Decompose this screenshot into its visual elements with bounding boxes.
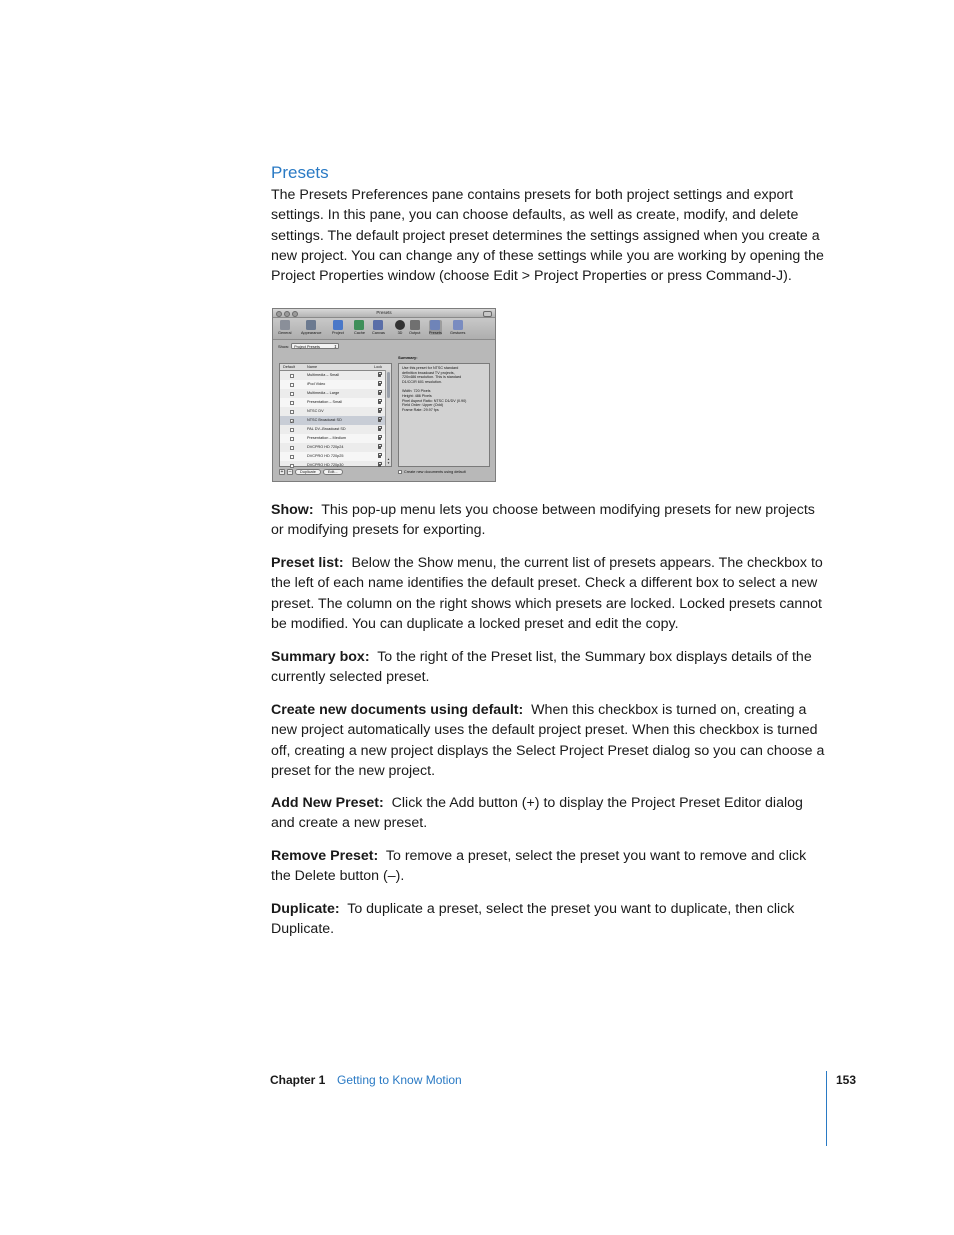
default-checkbox[interactable] (290, 410, 294, 414)
toolbar-item-project[interactable] (332, 320, 344, 335)
toolbar-item-label: Canvas (372, 331, 385, 335)
definition-item (271, 793, 827, 834)
definition-term: Create new documents using default: (271, 702, 524, 718)
toolbar-item-gestures[interactable] (450, 320, 465, 335)
default-checkbox[interactable] (290, 437, 294, 441)
lock-icon (378, 446, 381, 449)
definition-item (271, 700, 827, 781)
definition-term: Summary box: (271, 649, 370, 665)
preset-row[interactable] (280, 371, 391, 380)
lock-icon (378, 383, 381, 386)
toolbar-item-label: Appearance (301, 331, 322, 335)
summary-line: Width: 720 Pixels (402, 389, 431, 394)
toolbar-item-appearance[interactable] (301, 320, 321, 335)
preset-name: NTSC DV (307, 409, 324, 413)
scroll-thumb[interactable] (387, 372, 390, 398)
window-title: Presets (376, 310, 392, 315)
preset-row[interactable] (280, 398, 391, 407)
footer-chapter-title[interactable]: Getting to Know Motion (337, 1073, 462, 1087)
definition-term: Preset list: (271, 555, 344, 571)
show-label: Show: (278, 343, 290, 349)
section-heading: Presets (271, 163, 329, 182)
toolbar-item-3d[interactable] (395, 320, 405, 335)
create-default-checkbox-box[interactable] (398, 470, 402, 474)
preset-row[interactable] (280, 434, 391, 443)
presets-icon (430, 320, 440, 330)
remove-preset-button[interactable]: – (288, 469, 292, 475)
toolbar-item-label: Presets (429, 331, 442, 335)
preset-name: Presentation – Small (307, 400, 343, 404)
preset-row[interactable] (280, 416, 391, 425)
definition-item (271, 553, 827, 634)
definition-term: Add New Preset: (271, 795, 384, 811)
default-checkbox[interactable] (290, 392, 294, 396)
preset-row[interactable] (280, 452, 391, 461)
lock-icon (378, 392, 381, 395)
summary-line: Frame Rate: 29.97 fps (402, 407, 439, 412)
show-popup-menu[interactable] (291, 343, 339, 349)
footer-chapter: Chapter 1 (270, 1073, 326, 1087)
summary-line: 720x486 resolution. This is standard (402, 375, 462, 380)
summary-label: Summary: (398, 355, 418, 360)
default-checkbox[interactable] (290, 428, 294, 432)
cache-icon (354, 320, 364, 330)
lock-icon (378, 464, 381, 467)
summary-line: Use this preset for NTSC standard (402, 366, 459, 370)
toolbar-item-canvas[interactable] (372, 320, 385, 335)
toolbar-item-label: Project (332, 331, 344, 335)
default-checkbox[interactable] (290, 446, 294, 450)
default-checkbox[interactable] (290, 464, 294, 468)
toolbar-toggle-button[interactable] (483, 311, 492, 317)
preset-list-header (280, 364, 391, 371)
column-lock[interactable]: Lock (374, 365, 383, 369)
preset-name: Multimedia – Small (307, 373, 340, 377)
definition-item (271, 647, 827, 688)
summary-box (398, 363, 490, 467)
preset-row[interactable] (280, 425, 391, 434)
definition-text: To duplicate a preset, select the preset you want to duplicate, then click Duplicate. (271, 901, 795, 938)
column-default[interactable]: Default (283, 365, 296, 369)
preset-name: PAL DV–Broadcast SD (307, 427, 346, 431)
preset-row[interactable] (280, 380, 391, 389)
lock-icon (378, 401, 381, 404)
footer-divider (826, 1071, 827, 1146)
preset-name: Presentation – Medium (307, 436, 347, 440)
gestures-icon (453, 320, 463, 330)
create-default-checkbox-label: Create new documents using default (404, 470, 466, 474)
summary-line: Field Order: Upper (Odd) (402, 403, 443, 408)
lock-icon (378, 410, 381, 413)
definition-text: To the right of the Preset list, the Summary box displays details of the currently selected preset. (271, 649, 812, 686)
output-icon (410, 320, 420, 330)
summary-line: Height: 486 Pixels (402, 393, 432, 398)
preset-name: NTSC Broadcast SD (307, 418, 342, 422)
prefs-toolbar (273, 318, 495, 340)
page-number: 153 (836, 1073, 857, 1087)
summary-line: definition broadcast TV projects, (402, 370, 455, 375)
toolbar-item-presets[interactable] (429, 320, 442, 335)
summary-line: Pixel Aspect Ratio: NTSC D1/DV (0.90) (402, 398, 467, 403)
preset-list (279, 363, 392, 467)
definition-term: Remove Preset: (271, 848, 379, 864)
definition-text: Below the Show menu, the current list of presets appears. The checkbox to the left of each name identifies the default preset. Check a different box to select a new preset. The column on the right shows which presets are locked. Locked presets cannot be modified. You can duplicate a locked preset and edit the copy. (271, 555, 823, 632)
lock-icon (378, 374, 381, 377)
duplicate-button[interactable]: Duplicate (295, 469, 321, 475)
toolbar-item-label: General (278, 331, 292, 335)
general-icon (280, 320, 290, 330)
edit-button[interactable]: Edit... (323, 469, 343, 475)
definition-term: Show: (271, 502, 314, 518)
preset-row[interactable] (280, 443, 391, 452)
create-default-checkbox[interactable] (398, 470, 466, 474)
preset-list-scrollbar[interactable] (385, 370, 391, 466)
preset-name: DVCPRO HD 720p30 (307, 463, 344, 467)
toolbar-item-cache[interactable] (354, 320, 365, 335)
definition-text: Click the Add button (+) to display the Project Preset Editor dialog and create a new preset. (271, 795, 803, 832)
toolbar-item-general[interactable] (278, 320, 292, 335)
show-row (278, 343, 339, 349)
default-checkbox[interactable] (290, 383, 294, 387)
preset-name: DVCPRO HD 720p25 (307, 454, 344, 458)
lock-icon (378, 419, 381, 422)
presets-window-screenshot (272, 308, 496, 482)
definition-term: Duplicate: (271, 901, 340, 917)
add-preset-button[interactable]: + (280, 469, 284, 475)
definition-item (271, 846, 827, 887)
preset-name: iPod Video (307, 382, 326, 386)
definition-text: To remove a preset, select the preset you want to remove and click the Delete button (–). (271, 848, 807, 885)
intro-paragraph: The Presets Preferences pane contains presets for both project settings and export settings. In this pane, you can choose defaults, as well as create, modify, and delete settings. The default project preset determines the settings assigned when you create a new project. You can change any of these settings while you are working by opening the Project Properties window (choose Edit > Project Properties or press Command-J). (271, 187, 824, 285)
lock-icon (378, 437, 381, 440)
summary-line: D1/CCIR 601 resolution. (402, 379, 442, 384)
default-checkbox[interactable] (290, 419, 294, 423)
list-button-bar (279, 469, 343, 475)
project-icon (333, 320, 343, 330)
toolbar-item-label: Gestures (450, 331, 466, 335)
preset-name: DVCPRO HD 720p24 (307, 445, 344, 449)
canvas-icon (373, 320, 383, 330)
toolbar-item-output[interactable] (409, 320, 420, 335)
toolbar-item-label: 3D (397, 331, 403, 335)
lock-icon (378, 428, 381, 431)
preset-row[interactable] (280, 407, 391, 416)
preset-name: Multimedia – Large (307, 391, 340, 395)
default-checkbox[interactable] (290, 374, 294, 378)
definition-item (271, 500, 827, 541)
default-checkbox[interactable] (290, 455, 294, 459)
toolbar-item-label: Cache (354, 331, 365, 335)
definition-text: This pop-up menu lets you choose between modifying presets for new projects or modifying presets for exporting. (271, 502, 815, 539)
preset-row[interactable] (280, 389, 391, 398)
toolbar-item-label: Output (409, 331, 421, 335)
scroll-arrows-icon[interactable]: ▲ ▼ (387, 457, 390, 465)
column-name[interactable]: Name (307, 365, 318, 369)
window-titlebar (273, 309, 495, 318)
lock-icon (378, 455, 381, 458)
default-checkbox[interactable] (290, 401, 294, 405)
3d-icon (395, 320, 405, 330)
show-popup-value: Project Presets (294, 345, 320, 349)
definition-item (271, 899, 827, 940)
definition-text: When this checkbox is turned on, creating a new project automatically uses the default project preset. When this checkbox is turned off, creating a new project displays the Select Project Preset dialog so you can choose a preset for the new project. (271, 702, 825, 779)
popup-arrows-icon: ⇕ (333, 344, 338, 349)
appearance-icon (306, 320, 316, 330)
